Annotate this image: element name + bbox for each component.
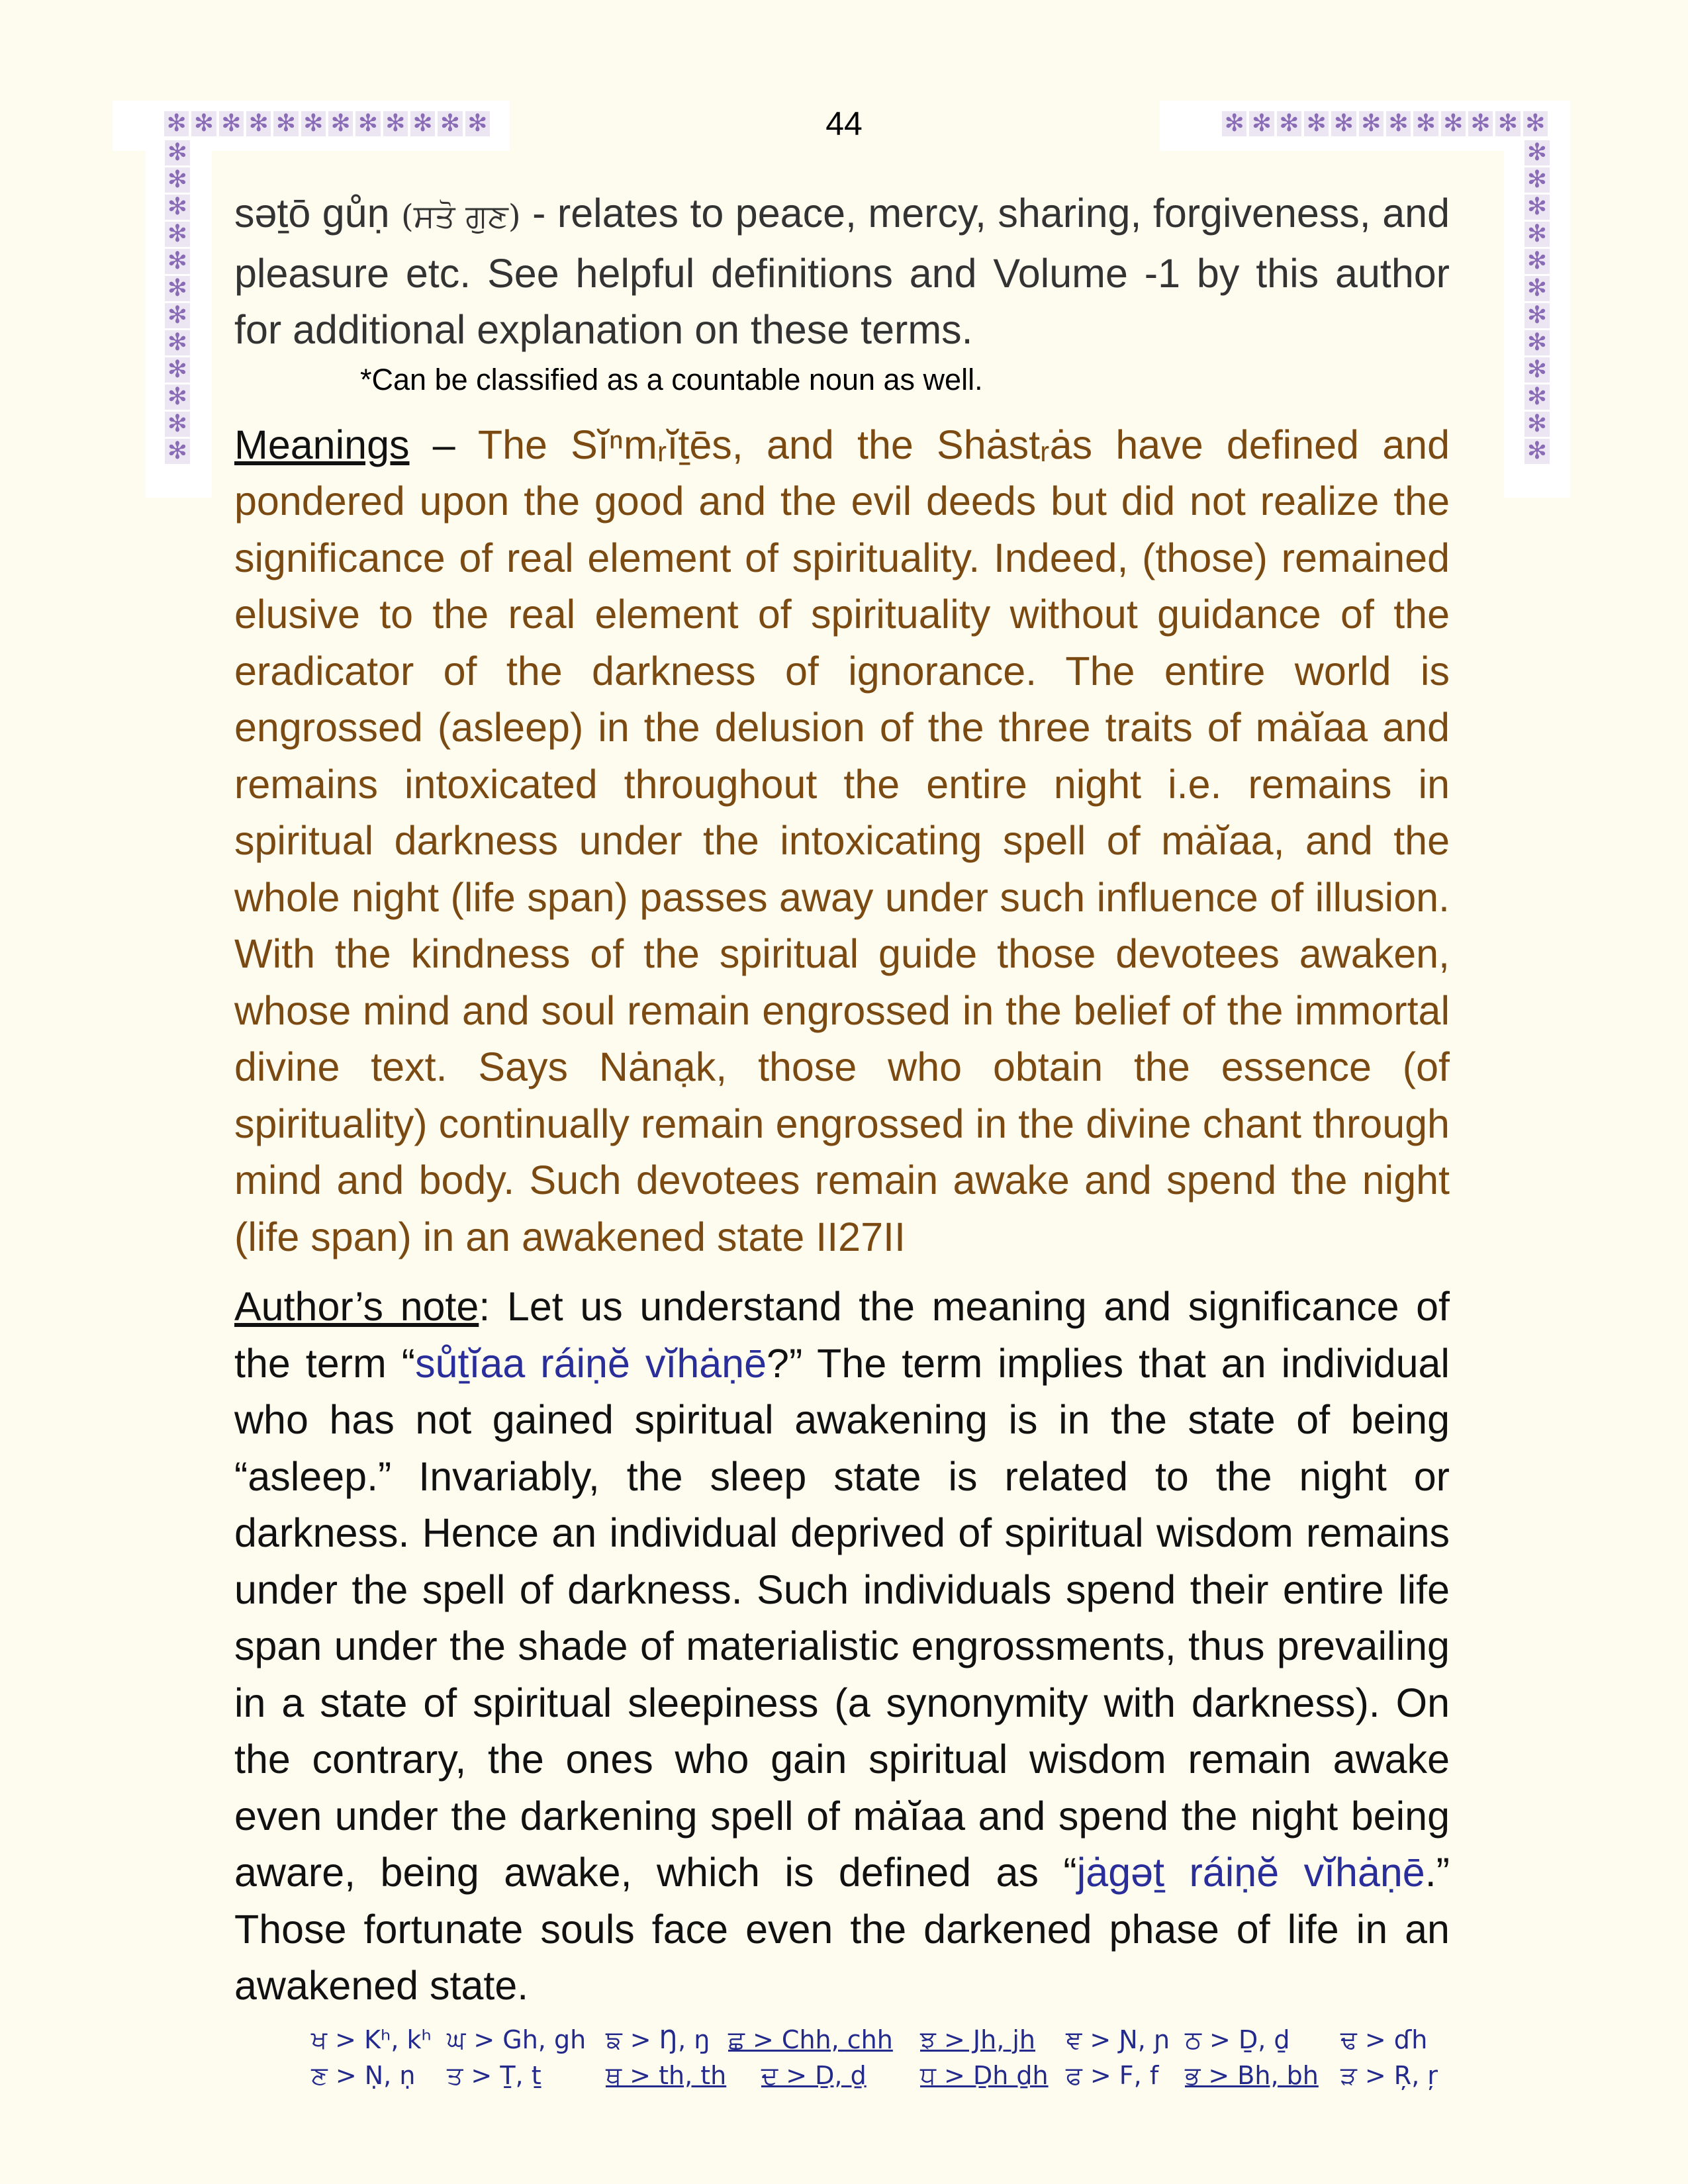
legend-row-2 [311,2058,1476,2093]
flower-ornament-icon: ✻ [1413,111,1438,136]
meanings-text: The Sĭⁿmᵣĭṯēs, and the Shȧstᵣȧs have defined and pondered upon the good and the evil deeds but did not realize the significance of real element of spirituality. Indeed, (those) remained elusive to the real element of spirituality without guidance of the eradicator of the darkness of ignorance. The entire world is engrossed (asleep) in the delusion of the three traits of mȧĭaa and remains intoxicated throughout the entire night i.e. remains in spiritual darkness under the intoxicating spell of mȧĭaa, and the whole night (life span) passes away under such influence of illusion. With the kindness of the spiritual guide those devotees awaken, whose mind and soul remain engrossed in the belief of the immortal divine text. Says Nȧnạk, those who obtain the essence (of spirituality) continually remain engrossed in the divine chant through mind and body. Such devotees remain awake and spend the night (life span) in an awakened state II27II [234,422,1450,1259]
author-note-term-2: jȧgəṯ ráiṇĕ vĭhȧṇē [1076,1850,1425,1895]
flower-ornament-icon: ✻ [1524,385,1550,410]
flower-ornament-icon: ✻ [383,111,408,136]
flower-ornament-icon: ✻ [410,111,435,136]
flower-ornament-icon: ✻ [165,140,190,165]
flower-ornament-icon: ✻ [165,330,190,355]
transliteration-legend [311,2022,1476,2093]
flower-ornament-icon: ✻ [165,195,190,220]
flower-ornament-icon: ✻ [1524,412,1550,437]
flower-ornament-icon: ✻ [465,111,490,136]
main-text [234,185,1450,2015]
flower-ornament-icon: ✻ [438,111,462,136]
flower-ornament-icon: ✻ [273,111,298,136]
flower-ornament-icon: ✻ [1524,330,1550,355]
intro-term-latin: səṯō gůṇ [234,191,390,236]
meanings-label: Meanings [234,422,410,467]
flower-ornament-icon: ✻ [328,111,353,136]
flower-ornament-icon: ✻ [164,111,189,136]
author-note-label: Author’s note [234,1284,479,1329]
legend-item: ੜ > Ŗ, ŗ [1340,2060,1438,2090]
legend-item: ਖ > Kʰ, kʰ [311,2025,432,2054]
legend-item: ਝ > Jh, jh [920,2025,1035,2054]
flower-ornament-icon: ✻ [1468,111,1493,136]
meanings-paragraph [234,417,1450,1266]
star-border-left [164,140,191,484]
flower-ornament-icon: ✻ [1524,303,1550,328]
legend-item: ਭ > Bh, bh [1185,2060,1319,2090]
legend-item: ਛ > Chh, chh [728,2025,893,2054]
flower-ornament-icon: ✻ [246,111,271,136]
flower-ornament-icon: ✻ [165,249,190,274]
flower-ornament-icon: ✻ [1249,111,1274,136]
page-number: 44 [825,105,863,142]
author-note-text-2: ?” The term implies that an individual who has not gained spiritual awakening is in the state of being “asleep.” Invariably, the sleep state is related to the night or darkness. Hence an individual deprived of spiritual wisdom remains under the spell of darkness. Such individuals spend their entire life span under the shade of materialistic engrossments, thus prevailing in a state of spiritual sleepiness (a synonymity with darkness). On the contrary, the ones who gain spiritual wisdom remain awake even under the darkening spell of mȧĭaa and spend the night being aware, being awake, which is defined as “ [234,1340,1450,1895]
author-note-text-1: : Let us understand the meaning and significance of the term “ [234,1284,1450,1386]
flower-ornament-icon: ✻ [1524,195,1550,220]
flower-ornament-icon: ✻ [191,111,216,136]
legend-item: ਠ > Ḏ, ḏ [1185,2025,1290,2054]
legend-item: ਘ > Gh, gh [447,2025,586,2054]
flower-ornament-icon: ✻ [1523,111,1548,136]
flower-ornament-icon: ✻ [165,385,190,410]
flower-ornament-icon: ✻ [1277,111,1301,136]
legend-item: ਢ > ɗh [1340,2025,1428,2054]
footnote: *Can be classified as a countable noun as well. [360,362,983,396]
flower-ornament-icon: ✻ [165,357,190,383]
meanings-dash: – [409,422,478,467]
flower-ornament-icon: ✻ [1331,111,1356,136]
flower-ornament-icon: ✻ [165,439,190,464]
legend-item: ਞ > Ɲ, ɲ [1066,2025,1170,2054]
flower-ornament-icon: ✻ [1495,111,1520,136]
flower-ornament-icon: ✻ [1524,167,1550,193]
legend-item: ਣ > Ṇ, ṇ [311,2060,416,2090]
flower-ornament-icon: ✻ [1524,276,1550,301]
flower-ornament-icon: ✻ [301,111,326,136]
intro-text: - relates to peace, mercy, sharing, forgiveness, and pleasure etc. See helpful definitions and Volume -1 by this author for additional explanation on these terms. [234,191,1450,352]
flower-ornament-icon: ✻ [165,222,190,247]
flower-ornament-icon: ✻ [1441,111,1466,136]
legend-item: ਥ > th, th [606,2060,727,2090]
flower-ornament-icon: ✻ [1304,111,1329,136]
flower-ornament-icon: ✻ [165,412,190,437]
flower-ornament-icon: ✻ [1222,111,1246,136]
intro-paragraph [234,185,1450,359]
flower-ornament-icon: ✻ [1524,140,1550,165]
flower-ornament-icon: ✻ [1359,111,1383,136]
flower-ornament-icon: ✻ [219,111,244,136]
flower-ornament-icon: ✻ [165,276,190,301]
legend-row-1 [311,2022,1476,2058]
flower-ornament-icon: ✻ [1524,222,1550,247]
legend-item: ਦ > Ḏ, ḏ [761,2060,867,2090]
author-note-paragraph [234,1279,1450,2015]
legend-item: ਙ > Ŋ, ŋ [606,2025,710,2054]
flower-ornament-icon: ✻ [1524,357,1550,383]
star-border-right [1524,140,1550,484]
legend-item: ਤ > Ṯ, ṯ [447,2060,541,2090]
flower-ornament-icon: ✻ [165,167,190,193]
flower-ornament-icon: ✻ [1524,439,1550,464]
legend-item: ਧ > Ḏh ḏh [920,2060,1049,2090]
author-note-term-1: sůṯĭaa ráiṇĕ vĭhȧṇē [415,1340,767,1386]
author-note-text-3: .” Those fortunate souls face even the darkened phase of life in an awakened state. [234,1850,1450,2008]
flower-ornament-icon: ✻ [1386,111,1411,136]
legend-item: ਫ > F, f [1066,2060,1159,2090]
flower-ornament-icon: ✻ [355,111,380,136]
intro-term-gurmukhi: (ਸਤੋ ਗੁਣ) [401,198,521,235]
flower-ornament-icon: ✻ [1524,249,1550,274]
flower-ornament-icon: ✻ [165,303,190,328]
